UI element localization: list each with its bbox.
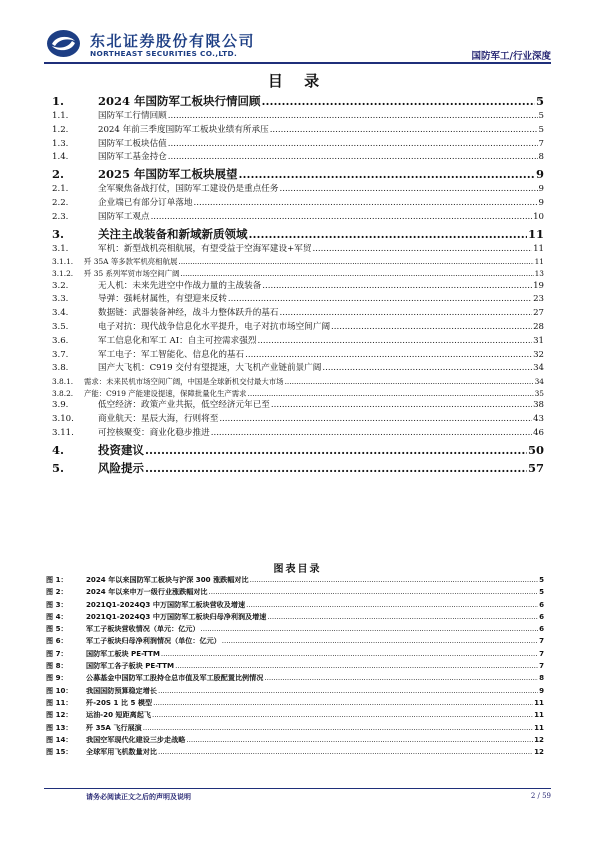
dot-leader (228, 293, 532, 307)
dot-leader (161, 648, 538, 660)
figure-entry-page: 5 (539, 587, 544, 597)
toc-entry-number: 3.4. (52, 308, 69, 319)
toc-entry-page: 50 (527, 442, 544, 457)
toc-entry-title: 数据链：武器装备神经，战斗力整体跃升的基石 (98, 308, 279, 319)
toc-entry[interactable] (52, 92, 544, 110)
toc-entry-number: 1.3. (52, 138, 69, 149)
toc-entry-title: 电子对抗：现代战争信息化水平提升，电子对抗市场空间广阔 (98, 321, 331, 332)
figure-entry-title: 我国空军现代化建设三步走战略 (86, 734, 186, 744)
toc-entry-title: 全军聚焦备战打仗，国防军工建设仍是重点任务 (98, 184, 279, 195)
figure-entry-label: 图 9： (46, 673, 68, 683)
table-of-contents (52, 92, 544, 477)
toc-entry-page: 28 (533, 321, 544, 332)
dot-leader (153, 697, 533, 709)
toc-entry-title: 需求：未来民机市场空间广阔，中国是全球新机交付最大市场 (84, 377, 284, 387)
toc-entry[interactable] (52, 399, 544, 413)
toc-entry-page: 9 (535, 167, 544, 182)
dot-leader (168, 138, 538, 152)
dot-leader (271, 399, 532, 413)
toc-entry-number: 3.10. (52, 414, 74, 425)
toc-entry-number: 3.1.2. (52, 268, 74, 278)
figure-entry[interactable] (46, 722, 544, 734)
toc-entry-title: 无人机：未来先进空中作战力量的主战装备 (98, 280, 262, 291)
toc-entry-number: 3. (52, 226, 65, 241)
figure-entry-label: 图 13： (46, 722, 73, 732)
brand-name-cn: 东北证券股份有限公司 (90, 32, 256, 50)
figure-entry-label: 图 1： (46, 575, 68, 584)
header-divider (44, 62, 551, 64)
toc-entry-number: 2.1. (52, 184, 69, 195)
company-logo-icon (46, 29, 81, 58)
figure-entry-label: 图 8： (46, 661, 68, 671)
figure-entry-page: 12 (534, 747, 544, 757)
figure-entry[interactable] (46, 648, 544, 660)
toc-entry-title: 2024 年国防军工板块行情回顾 (98, 94, 261, 108)
dot-leader (262, 280, 532, 294)
toc-entry-page: 11 (534, 257, 544, 267)
toc-entry-title: 军工电子：军工智能化、信息化的基石 (98, 349, 245, 360)
toc-title: 目 录 (267, 72, 328, 90)
figure-entry-title: 歼 35A 飞行展演 (86, 722, 142, 732)
toc-entry-number: 1. (52, 94, 65, 108)
toc-entry-number: 3.1.1. (52, 257, 74, 267)
toc-entry-title: 可控核聚变：商业化稳步推进 (98, 427, 210, 438)
figure-entry-title: 全球军用飞机数量对比 (86, 747, 157, 757)
figure-entry[interactable] (46, 635, 544, 647)
dot-leader (248, 388, 534, 400)
toc-entry-page: 11 (527, 226, 544, 241)
toc-entry-number: 5. (52, 460, 65, 475)
figure-entry-page: 12 (534, 734, 544, 744)
toc-entry-page: 7 (538, 138, 544, 149)
dot-leader (239, 165, 535, 183)
toc-entry[interactable] (52, 256, 544, 268)
toc-entry[interactable] (52, 124, 544, 138)
figure-entry[interactable] (46, 623, 544, 635)
figure-entry-title: 公募基金中国防军工股持仓总市值及军工股配置比例情况 (86, 673, 264, 683)
toc-entry-title: 2024 年前三季度国防军工板块业绩有所承压 (98, 124, 269, 135)
toc-entry-title: 关注主战装备和新域新质领域 (98, 226, 248, 241)
toc-entry-page: 23 (533, 294, 544, 305)
figure-entry-page: 11 (534, 722, 544, 732)
toc-entry-title: 导弹：强耗材属性，有望迎来反转 (98, 294, 227, 305)
toc-entry-page: 9 (538, 197, 544, 208)
figure-entry-title: 歼-20S 1 比 5 模型 (86, 697, 153, 707)
dot-leader (209, 586, 539, 598)
toc-entry-number: 3.5. (52, 321, 69, 332)
toc-entry-number: 2.3. (52, 211, 69, 222)
toc-entry-title: 国防军工基金持仓 (98, 152, 167, 163)
figure-entry[interactable] (46, 611, 544, 623)
dot-leader (270, 124, 538, 138)
toc-entry-title: 国防军工观点 (98, 211, 150, 222)
figure-entry-label: 图 15： (46, 747, 73, 757)
toc-entry-number: 3.8.2. (52, 388, 74, 398)
dot-leader (222, 635, 538, 647)
dot-leader (257, 335, 532, 349)
toc-entry-page: 27 (533, 308, 544, 319)
page-header (0, 0, 595, 66)
figure-entry-title: 2021Q1-2024Q3 中万国防军工板块归母净利润及增速 (86, 611, 267, 621)
dot-leader (168, 110, 538, 124)
dot-leader (201, 623, 539, 635)
figure-entry-label: 图 2： (46, 587, 68, 597)
toc-entry-title: 产能：C919 产能建设提速，保障批量化生产需求 (84, 388, 247, 398)
toc-entry[interactable] (52, 376, 544, 388)
toc-entry-page: 32 (533, 349, 544, 360)
toc-entry[interactable] (52, 362, 544, 376)
figure-entry[interactable] (46, 734, 544, 746)
toc-entry[interactable] (52, 138, 544, 152)
toc-entry-number: 1.2. (52, 124, 69, 135)
toc-entry-page: 8 (538, 152, 544, 163)
toc-entry[interactable] (52, 321, 544, 335)
dot-leader (219, 413, 532, 427)
figure-entry-page: 11 (534, 710, 544, 720)
footer-divider (44, 788, 551, 789)
toc-entry[interactable] (52, 268, 544, 280)
figure-entry[interactable] (46, 709, 544, 721)
toc-entry[interactable] (52, 349, 544, 363)
toc-entry-title: 国防军工行情回顾 (98, 111, 167, 121)
figure-entry-label: 图 14： (46, 734, 73, 744)
toc-entry-number: 1.1. (52, 111, 69, 121)
figure-entry-page: 6 (539, 624, 544, 634)
dot-leader (245, 349, 532, 363)
figure-entry-label: 图 3： (46, 599, 68, 609)
dot-leader (250, 574, 539, 586)
toc-entry-page: 5 (538, 111, 544, 121)
figure-entry[interactable] (46, 660, 544, 672)
figure-entry-label: 图 6： (46, 636, 68, 646)
figure-entry-page: 7 (539, 636, 544, 646)
toc-entry[interactable] (52, 388, 544, 400)
figure-entry-title: 2024 年以来国防军工板块与沪深 300 涨跌幅对比 (86, 575, 249, 584)
toc-entry-page: 13 (534, 268, 544, 278)
toc-entry[interactable] (52, 293, 544, 307)
toc-entry[interactable] (52, 307, 544, 321)
toc-entry-page: 38 (533, 400, 544, 411)
figure-entry-title: 运油-20 短距离起飞 (86, 710, 151, 720)
figure-entry-page: 9 (539, 685, 544, 695)
dot-leader (211, 427, 532, 441)
figure-entry-title: 国防军工各子板块 PE-TTM (86, 661, 175, 671)
toc-entry-number: 1.4. (52, 152, 69, 163)
toc-entry-number: 3.6. (52, 335, 69, 346)
dot-leader (145, 441, 527, 459)
dot-leader (267, 611, 538, 623)
dot-leader (331, 321, 532, 335)
figure-entry-label: 图 5： (46, 624, 68, 634)
figure-list-title: 图表目录 (273, 564, 322, 575)
figure-entry[interactable] (46, 599, 544, 611)
dot-leader (145, 459, 527, 477)
toc-entry-title: 歼 35A 等多款军机亮相航展 (84, 257, 178, 267)
report-type: 国防军工/行业深度 (471, 51, 551, 62)
dot-leader (186, 734, 533, 746)
dot-leader (312, 243, 532, 257)
toc-entry[interactable] (52, 151, 544, 165)
figure-entry-label: 图 10： (46, 685, 73, 695)
toc-entry-page: 35 (534, 388, 544, 398)
toc-entry[interactable] (52, 413, 544, 427)
figure-entry[interactable] (46, 697, 544, 709)
figure-entry-title: 我国国防预算稳定增长 (86, 685, 157, 695)
toc-entry-page: 43 (533, 414, 544, 425)
toc-entry-title: 2025 年国防军工板块展望 (98, 167, 238, 182)
dot-leader (279, 307, 532, 321)
toc-entry-page: 11 (533, 243, 544, 254)
toc-entry[interactable] (52, 110, 544, 124)
toc-entry-page: 5 (538, 124, 544, 135)
dot-leader (158, 685, 538, 697)
toc-entry-page: 57 (527, 460, 544, 475)
brand-name-en: NORTHEAST SECURITIES CO.,LTD. (90, 49, 238, 58)
figure-entry-label: 图 12： (46, 710, 73, 720)
toc-entry-number: 3.7. (52, 349, 69, 360)
figure-entry-page: 6 (539, 611, 544, 621)
dot-leader (152, 709, 533, 721)
figure-entry[interactable] (46, 586, 544, 598)
toc-entry-page: 31 (533, 335, 544, 346)
toc-entry[interactable] (52, 441, 544, 459)
toc-entry-number: 3.9. (52, 400, 69, 411)
toc-entry-title: 企业端已有部分订单落地 (98, 197, 193, 208)
figure-entry-page: 8 (539, 673, 544, 683)
dot-leader (158, 746, 533, 758)
dot-leader (246, 599, 538, 611)
toc-entry-number: 4. (52, 442, 65, 457)
dot-leader (264, 672, 538, 684)
toc-entry[interactable] (52, 183, 544, 197)
toc-entry[interactable] (52, 197, 544, 211)
toc-entry-number: 3.8.1. (52, 377, 74, 387)
figure-entry[interactable] (46, 685, 544, 697)
toc-entry[interactable] (52, 165, 544, 183)
figure-entry-label: 图 7： (46, 648, 68, 658)
figure-entry-label: 图 4： (46, 611, 68, 621)
toc-entry-page: 34 (533, 363, 544, 374)
toc-entry-title: 国防军工板块估值 (98, 138, 167, 149)
figure-entry-label: 图 11： (46, 697, 73, 707)
figure-entry-title: 国防军工板块 PE-TTM (86, 648, 160, 658)
toc-entry-number: 3.8. (52, 363, 69, 374)
figure-entry[interactable] (46, 672, 544, 684)
toc-entry[interactable] (52, 335, 544, 349)
figure-entry-page: 11 (534, 697, 544, 707)
toc-entry[interactable] (52, 459, 544, 477)
toc-entry-page: 46 (533, 427, 544, 438)
figure-entry-page: 7 (539, 648, 544, 658)
toc-entry-title: 国产大飞机：C919 交付有望提速，大飞机产业链前景广阔 (98, 363, 322, 374)
toc-entry-title: 军机：新型战机亮相航展，有望受益于空海军建设+军贸 (98, 243, 312, 254)
toc-entry-page: 34 (534, 377, 544, 387)
toc-entry-page: 5 (535, 94, 544, 108)
toc-entry-title: 风险提示 (98, 460, 144, 475)
dot-leader (285, 376, 534, 388)
toc-entry-title: 投资建议 (98, 442, 144, 457)
toc-entry-number: 2.2. (52, 197, 69, 208)
toc-entry-title: 商业航天：星辰大海，行则将至 (98, 414, 219, 425)
toc-entry[interactable] (52, 225, 544, 243)
toc-entry-number: 2. (52, 167, 65, 182)
figure-entry-title: 军工子板块归母净利润情况（单位：亿元） (86, 636, 221, 646)
toc-entry-page: 10 (533, 211, 544, 222)
figure-entry-title: 军工子板块营收情况（单元：亿元） (86, 624, 200, 634)
toc-entry-title: 歼 35 系列军贸市场空间广阔 (84, 268, 180, 278)
toc-entry-number: 3.1. (52, 243, 69, 254)
dot-leader (322, 362, 532, 376)
figure-entry-page: 5 (539, 575, 544, 584)
figure-entry-title: 2021Q1-2024Q3 中万国防军工板块营收及增速 (86, 599, 246, 609)
toc-entry[interactable] (52, 280, 544, 294)
dot-leader (168, 151, 538, 165)
toc-entry-number: 3.2. (52, 280, 69, 291)
dot-leader (262, 92, 535, 110)
dot-leader (249, 225, 527, 243)
toc-entry-number: 3.11. (52, 427, 74, 438)
figure-entry-title: 2024 年以来申万一级行业涨跌幅对比 (86, 587, 208, 597)
toc-entry-title: 低空经济：政策产业共振，低空经济元年已至 (98, 400, 270, 411)
page-indicator: 2 / 59 (530, 792, 551, 800)
dot-leader (175, 660, 538, 672)
dot-leader (178, 256, 533, 268)
figure-entry-page: 6 (539, 599, 544, 609)
toc-entry-page: 9 (538, 184, 544, 195)
figure-entry[interactable] (46, 574, 544, 586)
toc-entry[interactable] (52, 427, 544, 441)
figure-entry[interactable] (46, 746, 544, 758)
dot-leader (143, 722, 533, 734)
figure-list (46, 574, 544, 758)
footer-disclaimer: 请务必阅读正文之后的声明及说明 (86, 793, 191, 801)
toc-entry-title: 军工信息化和军工 AI：自主可控需求强烈 (98, 335, 257, 346)
dot-leader (180, 268, 533, 280)
toc-entry[interactable] (52, 211, 544, 225)
figure-entry-page: 7 (539, 661, 544, 671)
toc-entry-number: 3.3. (52, 294, 69, 305)
dot-leader (151, 211, 532, 225)
toc-entry-page: 19 (533, 280, 544, 291)
toc-entry[interactable] (52, 243, 544, 257)
dot-leader (279, 183, 537, 197)
dot-leader (194, 197, 538, 211)
